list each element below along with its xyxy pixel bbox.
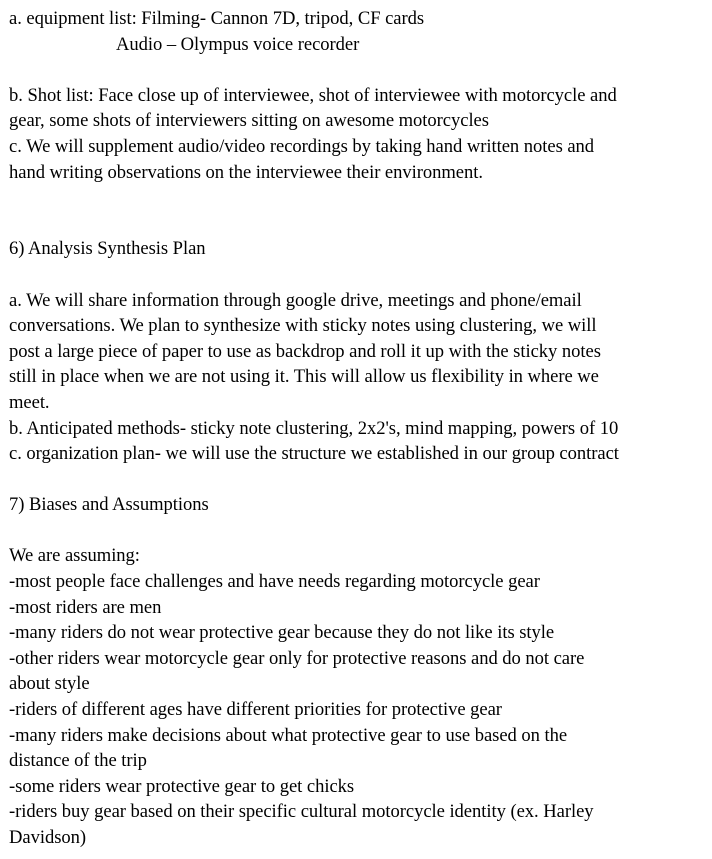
assumption-line: -riders of different ages have different priorities for protective gear [9, 699, 502, 721]
analysis-heading: 6) Analysis Synthesis Plan [9, 238, 206, 260]
shot-list-line: gear, some shots of interviewers sitting on awesome motorcycles [9, 110, 489, 132]
assumption-line: -riders buy gear based on their specific cultural motorcycle identity (ex. Harley [9, 801, 594, 823]
spacer [9, 518, 709, 544]
spacer [9, 262, 709, 288]
supplement-line: c. We will supplement audio/video recordings by taking hand written notes and [9, 135, 595, 157]
assumption-line: about style [9, 673, 90, 695]
document-body [9, 6, 709, 851]
biases-heading: 7) Biases and Assumptions [9, 494, 209, 516]
analysis-paragraph-line: still in place when we are not using it. This will allow us flexibility in where we [9, 366, 599, 388]
analysis-paragraph-line: meet. [9, 391, 50, 413]
supplement-line: hand writing observations on the interviewee their environment. [9, 161, 483, 183]
assumption-line: distance of the trip [9, 750, 147, 772]
organization-plan-line: c. organization plan- we will use the structure we established in our group contract [9, 443, 619, 465]
biases-intro: We are assuming: [9, 545, 140, 567]
assumption-line: -other riders wear motorcycle gear only for protective reasons and do not care [9, 647, 585, 669]
spacer [9, 467, 709, 493]
analysis-paragraph-line: conversations. We plan to synthesize with sticky notes using clustering, we will [9, 315, 597, 337]
anticipated-methods-line: b. Anticipated methods- sticky note clustering, 2x2's, mind mapping, powers of 10 [9, 417, 619, 439]
assumption-line: -most riders are men [9, 596, 162, 618]
assumption-line: Davidson) [9, 827, 87, 848]
assumption-line: -some riders wear protective gear to get chicks [9, 775, 355, 797]
analysis-paragraph-line: post a large piece of paper to use as backdrop and roll it up with the sticky notes [9, 340, 601, 362]
shot-list-line: b. Shot list: Face close up of interviewee, shot of interviewee with motorcycle and [9, 84, 617, 106]
spacer [9, 57, 709, 83]
assumption-line: -most people face challenges and have needs regarding motorcycle gear [9, 571, 540, 593]
equipment-list-line: a. equipment list: Filming- Cannon 7D, tripod, CF cards [9, 8, 425, 29]
assumption-line: -many riders make decisions about what protective gear to use based on the [9, 724, 568, 746]
spacer [9, 185, 709, 211]
spacer [9, 211, 709, 237]
analysis-paragraph-line: a. We will share information through google drive, meetings and phone/email [9, 289, 582, 311]
assumption-line: -many riders do not wear protective gear because they do not like its style [9, 622, 555, 644]
equipment-audio-line: Audio – Olympus voice recorder [116, 33, 360, 55]
